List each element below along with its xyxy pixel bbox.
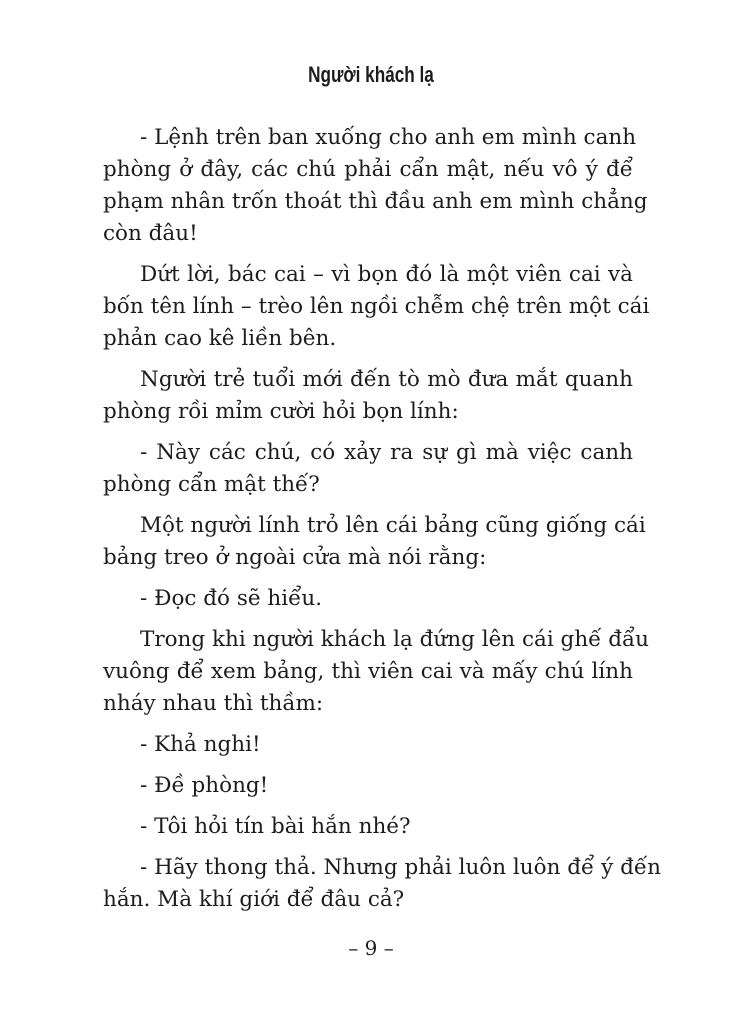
text-line: hắn. Mà khí giới để đâu cả? [103,887,405,912]
text-line: - Đọc đó sẽ hiểu. [140,586,323,611]
text-line: vuông để xem bảng, thì viên cai và mấy chú lính [103,659,633,684]
text-line: phản cao kê liền bên. [103,326,337,351]
text-line: - Này các chú, có xảy ra sự gì mà việc canh [140,440,633,465]
text-line: Người trẻ tuổi mới đến tò mò đưa mắt quanh [140,367,633,392]
text-line: còn đâu! [103,221,198,246]
text-line: - Lệnh trên ban xuống cho anh em mình canh [140,125,637,150]
paragraph [103,437,633,501]
text-line: - Đề phòng! [140,773,269,798]
text-line: bảng treo ở ngoài cửa mà nói rằng: [103,545,487,570]
paragraph [103,583,633,615]
text-line: - Tôi hỏi tín bài hắn nhé? [140,814,411,839]
text-line: Một người lính trỏ lên cái bảng cũng giống cái [140,513,646,538]
paragraph [103,624,650,720]
paragraph [103,852,661,916]
page-title: Người khách lạ [308,62,434,87]
text-line: Dứt lời, bác cai – vì bọn đó là một viên cai và [140,262,633,287]
paragraph [103,259,650,355]
text-line: nháy nhau thì thầm: [103,691,324,716]
paragraph [103,364,633,428]
text-line: phòng cẩn mật thế? [103,472,320,497]
text-line: bốn tên lính – trèo lên ngồi chễm chệ trên một cái [103,294,650,319]
text-line: - Hãy thong thả. Nhưng phải luôn luôn để ý đến [140,855,661,880]
text-line: Trong khi người khách lạ đứng lên cái ghế đẩu [140,627,650,652]
page-number: – 9 – [348,936,394,960]
text-line: - Khả nghi! [140,732,261,757]
text-line: phòng rồi mỉm cười hỏi bọn lính: [103,399,459,424]
paragraph [103,510,646,574]
paragraph [103,770,633,802]
page-body [103,122,661,925]
text-line: phòng ở đây, các chú phải cẩn mật, nếu vô ý để [103,157,633,182]
paragraph [103,811,633,843]
paragraph [103,122,648,250]
text-line: phạm nhân trốn thoát thì đầu anh em mình chẳng [103,189,648,214]
paragraph [103,729,633,761]
